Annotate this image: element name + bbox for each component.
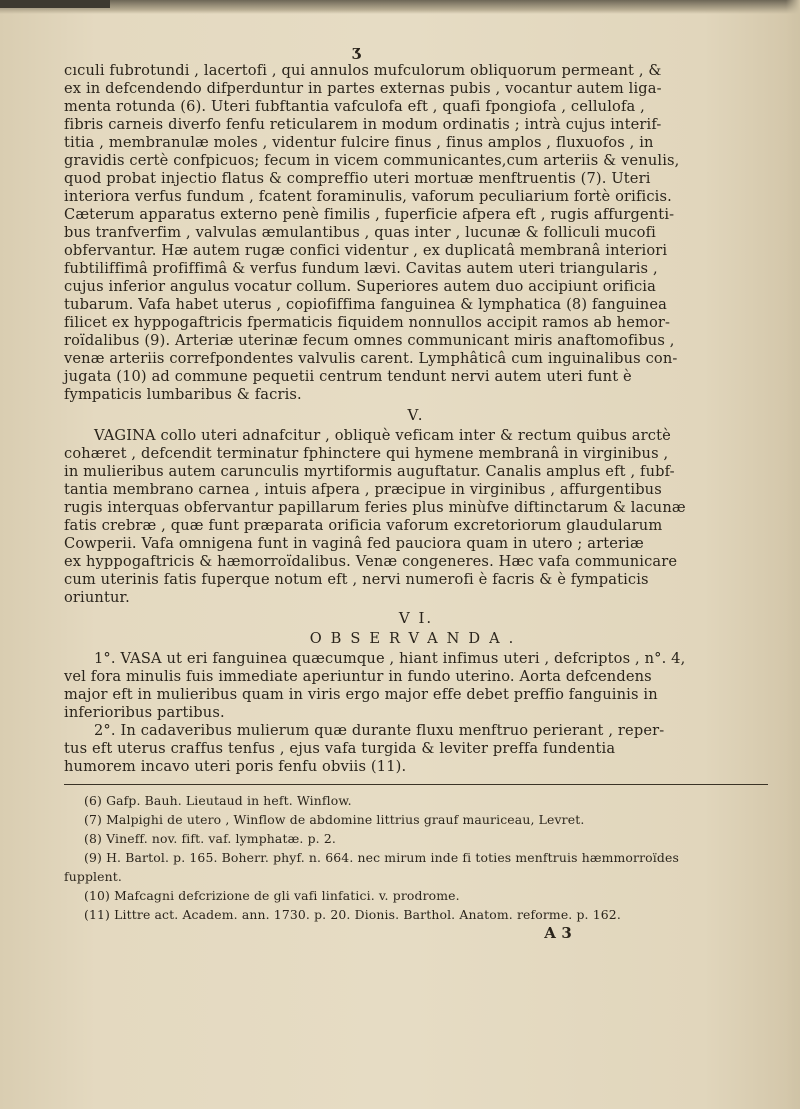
text-line: oriuntur. [64,589,130,606]
section-vi-heading: V I. [398,609,434,627]
text-line: titia , membranulæ moles , videntur fulcire finus , finus amplos , fluxuofos , in [64,134,654,151]
text-line: ex in defcendendo difperduntur in partes externas pubis , vocantur autem liga- [64,80,662,97]
text-line: obfervantur. Hæ autem rugæ confici videntur , ex duplicatâ membranâ interiori [64,242,668,259]
text-line: Cowperii. Vafa omnigena funt in vaginâ fed pauciora quam in utero ; arteriæ [64,535,644,552]
footnote-divider [64,784,768,785]
text-line: gravidis certè confpicuos; fecum in vicem communicantes,cum arteriis & venulis, [64,152,680,169]
page-body [64,62,768,942]
footnote: (11) Littre act. Academ. ann. 1730. p. 20. Dionis. Barthol. Anatom. reforme. p. 162. [84,907,621,922]
text-line: tantia membrano carnea , intuis afpera , præcipue in virginibus , affurgentibus [64,481,662,498]
text-line: jugata (10) ad commune pequetii centrum tendunt nervi autem uteri funt è [64,368,632,385]
text-line: VAGINA collo uteri adnafcitur , obliquè veficam inter & rectum quibus arctè [94,427,671,444]
text-line: tus eft uterus craffus tenfus , ejus vafa turgida & leviter preffa fundentia [64,740,616,757]
text-line: rugis interquas obfervantur papillarum feries plus minùfve diftinctarum & lacunæ [64,499,686,516]
scan-top-dark-edge [0,0,110,8]
observation-1 [64,650,768,722]
text-line: cohæret , defcendit terminatur fphinctere qui hymene membranâ in virginibus , [64,445,669,462]
text-line: 1°. VASA ut eri fanguinea quæcumque , hiant infimus uteri , defcriptos , n°. 4, [94,650,686,667]
text-line: cujus inferior angulus vocatur collum. Superiores autem duo accipiunt orificia [64,278,656,295]
text-line: roïdalibus (9). Arteriæ uterinæ fecum omnes communicant miris anaftomofibus , [64,332,675,349]
footnote: (8) Vineff. nov. fift. vaf. lymphatæ. p. 2. [84,831,336,846]
text-line: humorem incavo uteri poris fenfu obviis (11). [64,758,407,775]
text-line: quod probat injectio flatus & compreffio uteri mortuæ menftruentis (7). Uteri [64,170,651,187]
footnote: (9) H. Bartol. p. 165. Boherr. phyf. n. 664. nec mirum inde fi toties menftruis hæmmorroïdes [84,850,679,865]
section-v-paragraph [64,427,768,607]
text-line: cıculi fubrotundi , lacertofi , qui annulos mufculorum obliquorum permeant , & [64,62,662,79]
footnotes [64,791,768,924]
text-line: tubarum. Vafa habet uterus , copiofiffima fanguinea & lymphatica (8) fanguinea [64,296,667,313]
footnote-continuation: fupplent. [64,869,122,884]
text-line: menta rotunda (6). Uteri fubftantia vafculofa eft , quafi fpongiofa , cellulofa , [64,98,645,115]
text-line: Cæterum apparatus externo penè fimilis , fuperficie afpera eft , rugis affurgenti- [64,206,675,223]
scan-right-edge [786,0,800,1109]
text-line: 2°. In cadaveribus mulierum quæ durante fluxu menftruo perierant , reper- [94,722,665,739]
footnote: (10) Mafcagni defcrizione de gli vafi linfatici. v. prodrome. [84,888,460,903]
paragraph-iv-continued [64,62,768,404]
text-line: fibris carneis diverfo fenfu reticularem in modum ordinatis ; intrà cujus interif- [64,116,662,133]
observanda-subheading: OBSERVANDA. [309,630,523,647]
scan-top-edge [0,0,800,14]
text-line: ex hyppogaftricis & hæmorroïdalibus. Venæ congeneres. Hæc vafa communicare [64,553,678,570]
text-line: inferioribus partibus. [64,704,225,721]
text-line: fatis crebræ , quæ funt præparata orificia vaforum excretoriorum glaudularum [64,517,663,534]
section-v-heading: V. [407,406,425,424]
text-line: cum uterinis fatis fuperque notum eft , nervi numerofi è facris & è fympaticis [64,571,649,588]
text-line: major eft in mulieribus quam in viris ergo major effe debet preffio fanguinis in [64,686,658,703]
footnote: (7) Malpighi de utero , Winflow de abdomine littrius grauf mauriceau, Levret. [84,812,585,827]
text-line: fubtiliffimâ profiffimâ & verfus fundum lævi. Cavitas autem uteri triangularis , [64,260,658,277]
text-line: in mulieribus autem carunculis myrtiformis auguftatur. Canalis amplus eft , fubf- [64,463,675,480]
top-mark: ʒ [352,42,361,60]
text-line: venæ arteriis correfpondentes valvulis carent. Lymphâticâ cum inguinalibus con- [64,350,678,367]
signature-mark: A 3 [544,924,572,942]
text-line: interiora verfus fundum , fcatent foraminulis, vaforum peculiarium fortè orificis. [64,188,672,205]
text-line: bus tranfverfim , valvulas æmulantibus , quas inter , lucunæ & folliculi mucofi [64,224,656,241]
text-line: fympaticis lumbaribus & facris. [64,386,302,403]
text-line: filicet ex hyppogaftricis fpermaticis fiquidem nonnullos accipit ramos ab hemor- [64,314,671,331]
observation-2 [64,722,768,776]
text-line: vel fora minulis fuis immediate aperiuntur in fundo uterino. Aorta defcendens [64,668,652,685]
footnote: (6) Gafp. Bauh. Lieutaud in heft. Winflow. [84,793,352,808]
